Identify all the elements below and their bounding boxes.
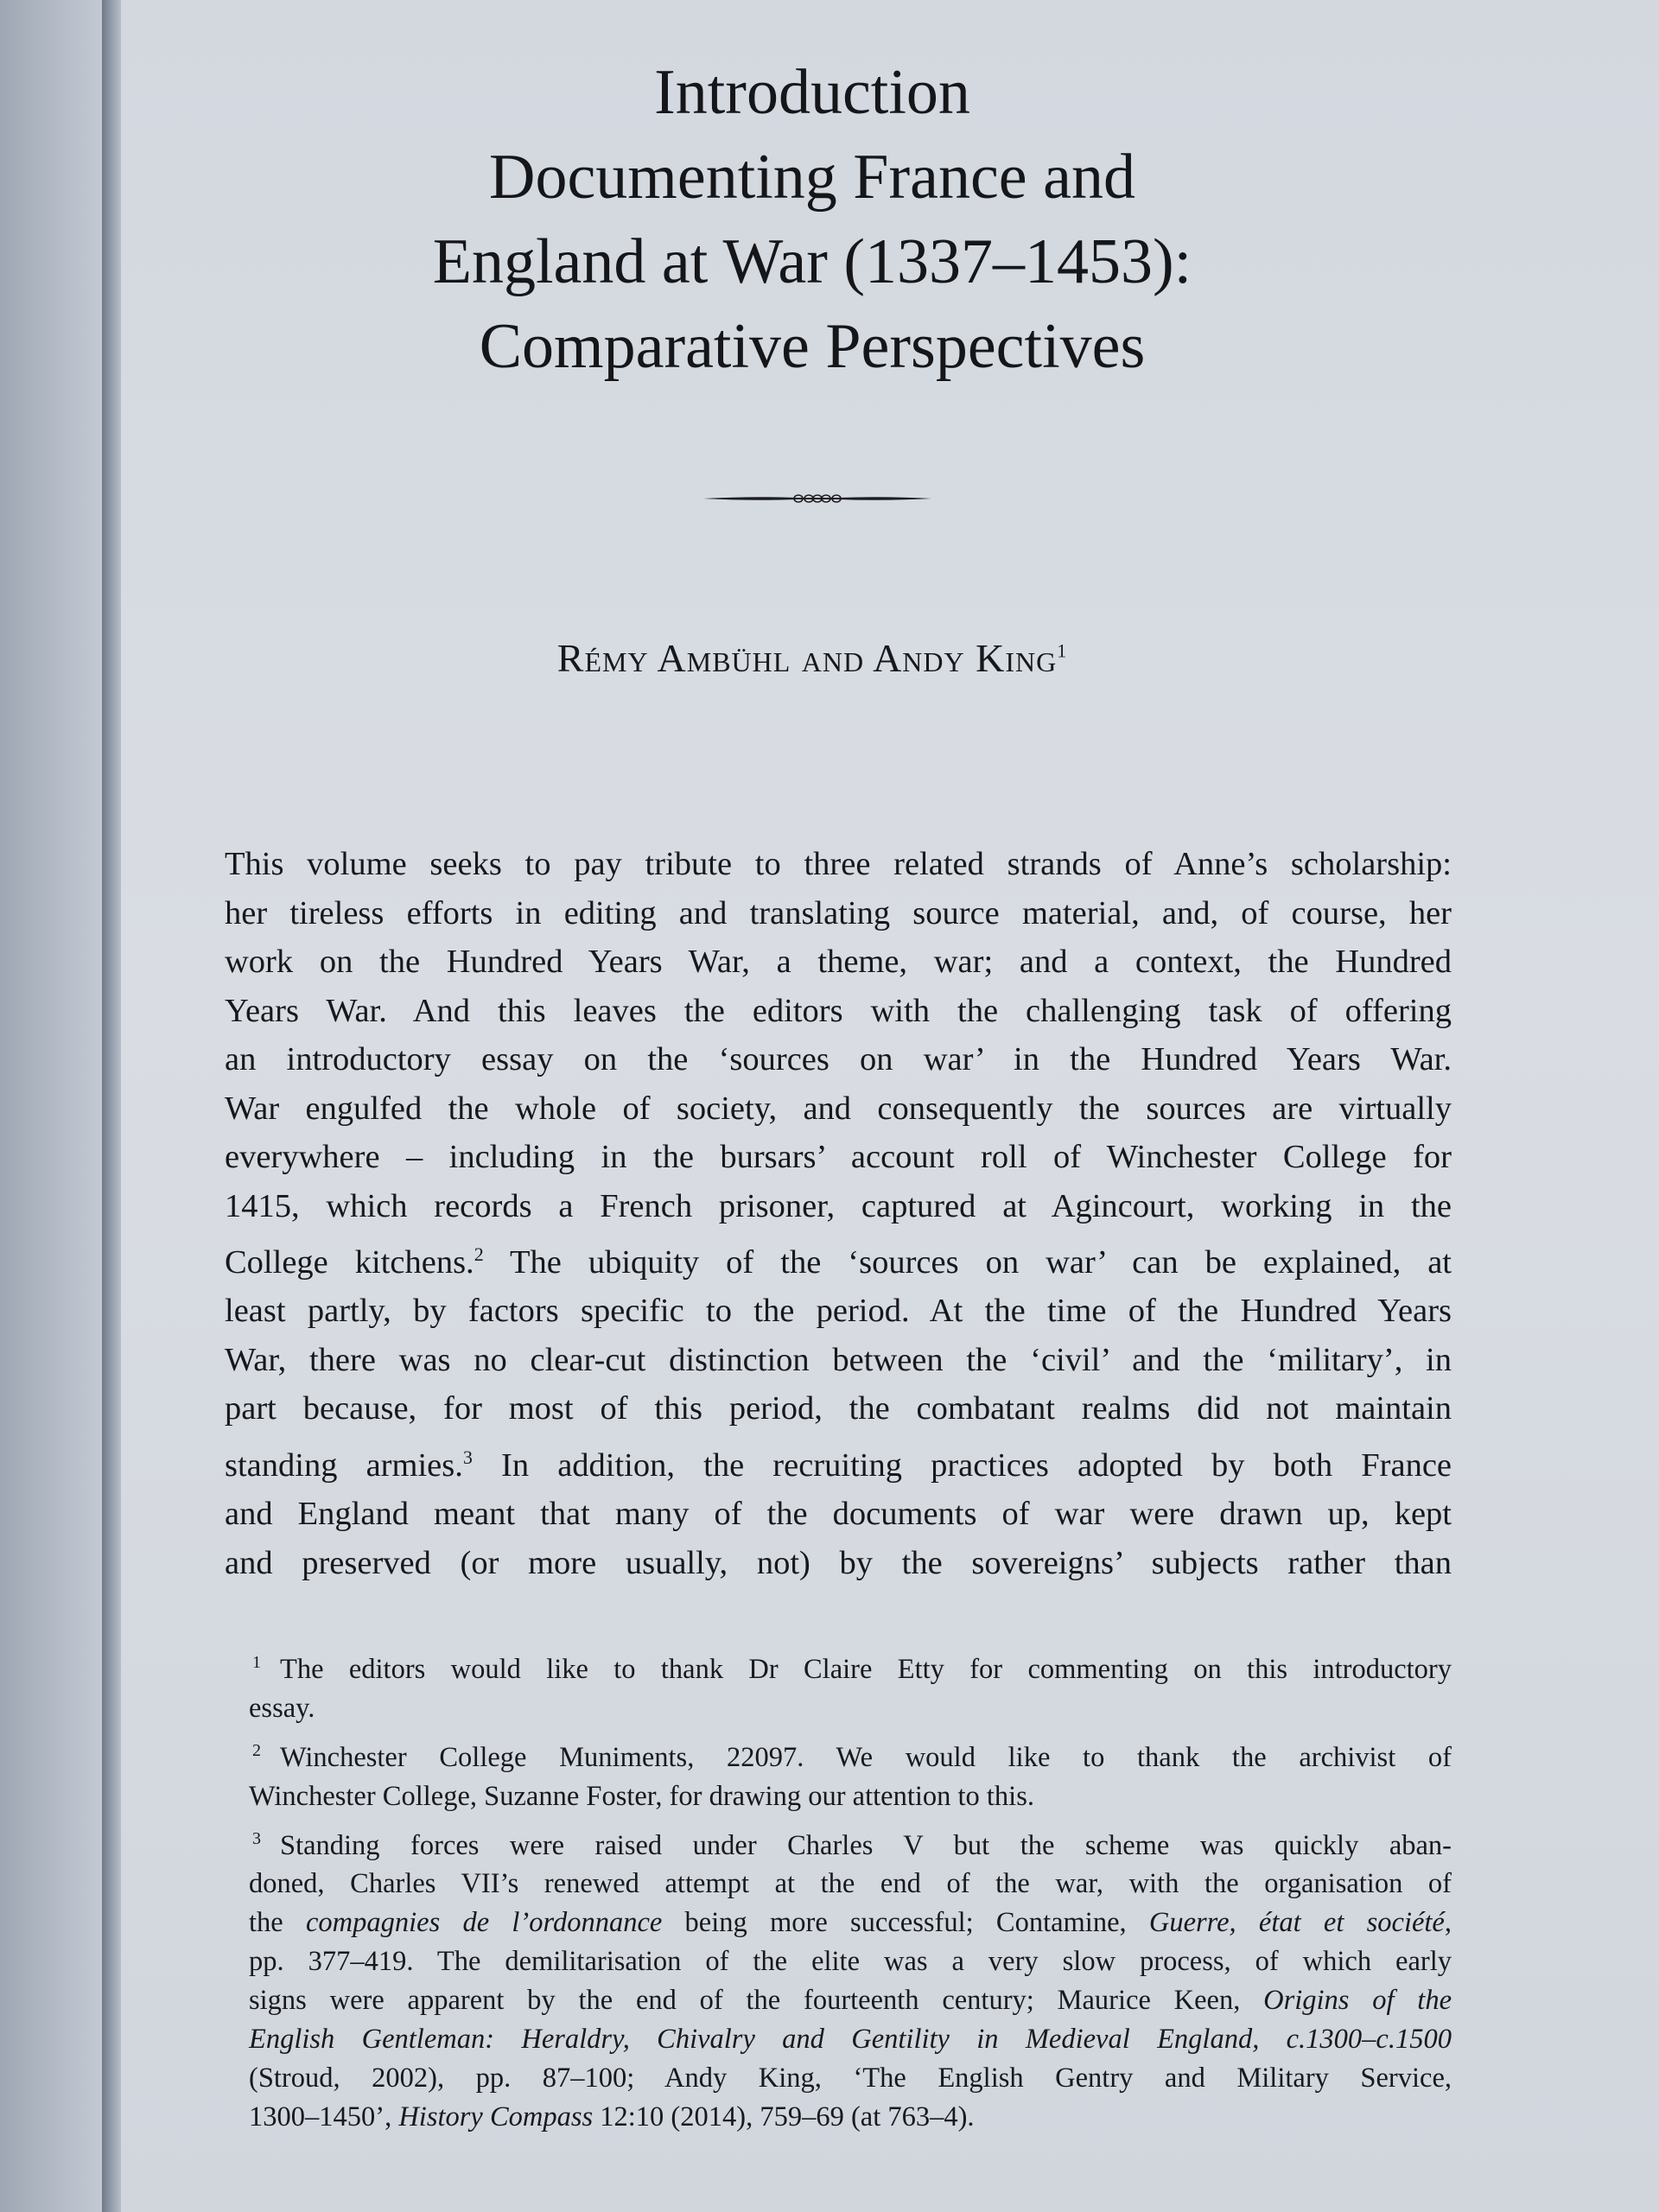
body-line: [225, 1230, 1452, 1287]
footnote-line: pp. 377–419. The demilitarisation of the elite was a very slow process, of which early: [249, 1946, 1452, 1978]
footnote-line: [249, 1820, 1452, 1866]
body-line: 1415, which records a French prisoner, captured at Agincourt, working in the: [225, 1187, 1452, 1224]
footnote-text: 12:10 (2014), 759–69 (at 763–4).: [593, 2101, 975, 2133]
footnote-line: essay.: [249, 1692, 315, 1724]
body-line: War engulfed the whole of society, and consequently the sources are virtually: [225, 1090, 1452, 1127]
footnote-number: 3: [252, 1828, 261, 1848]
body-line: [225, 1433, 1452, 1490]
footnote-text: signs were apparent by the end of the fourteenth century; Maurice Keen,: [249, 1985, 1264, 2017]
body-line: everywhere – including in the bursars’ account roll of Winchester College for: [225, 1139, 1452, 1175]
footnote-3: [249, 1820, 1452, 2138]
book-page: [121, 0, 1659, 2212]
chapter-title: [121, 50, 1503, 389]
footnote-italic-title: Origins of the: [1263, 1985, 1452, 2017]
body-text-segment: In addition, the recruiting practices adopted by both France: [472, 1446, 1452, 1484]
footnote-line: [249, 1643, 1452, 1689]
footnote-text: being more successful; Contamine,: [662, 1907, 1149, 1939]
title-ornament-rule: [702, 489, 933, 508]
footnote-text: 1300–1450’,: [249, 2101, 399, 2133]
authors-footnote-ref: 1: [1057, 639, 1068, 662]
title-line-4: Comparative Perspectives: [479, 311, 1146, 382]
authors-names: Rémy Ambühl and Andy King: [556, 636, 1058, 680]
title-line-2: Documenting France and: [489, 142, 1135, 213]
footnote-line: doned, Charles VII’s renewed attempt at the end of the war, with the organisation of: [249, 1868, 1452, 1900]
footnote-line: Winchester College, Suzanne Foster, for drawing our attention to this.: [249, 1780, 1034, 1812]
footnote-text: Standing forces were raised under Charles V but the scheme was quickly aban-: [280, 1829, 1452, 1861]
chapter-authors: [121, 635, 1503, 681]
body-line: an introductory essay on the ‘sources on war’ in the Hundred Years War.: [225, 1041, 1452, 1077]
title-line-1: Introduction: [654, 57, 970, 128]
footnote-line: [249, 1732, 1452, 1777]
body-line: War, there was no clear-cut distinction between the ‘civil’ and the ‘military’, in: [225, 1341, 1452, 1378]
footnote-text: The editors would like to thank Dr Claire Etty for commenting on this introductory: [280, 1653, 1452, 1685]
body-text-segment: standing armies.: [225, 1446, 463, 1484]
body-line: work on the Hundred Years War, a theme, war; and a context, the Hundred: [225, 944, 1452, 980]
footnote-ref-2: 2: [474, 1243, 484, 1265]
body-line: This volume seeks to pay tribute to three related strands of Anne’s scholarship:: [225, 846, 1452, 882]
footnote-italic-title: compagnies de l’ordonnance: [305, 1907, 663, 1939]
body-paragraph: [225, 840, 1452, 1587]
footnote-number: 2: [252, 1740, 261, 1760]
footnote-italic-title: Guerre, état et société: [1148, 1907, 1445, 1939]
footnote-number: 1: [252, 1653, 261, 1672]
footnote-ref-3: 3: [462, 1446, 473, 1468]
title-line-3: England at War (1337–1453):: [432, 226, 1192, 297]
footnote-text: Winchester College Muniments, 22097. We would like to thank the archivist of: [280, 1741, 1452, 1773]
body-line: and England meant that many of the documents of war were drawn up, kept: [225, 1496, 1452, 1533]
body-line: her tireless efforts in editing and translating source material, and, of course, her: [225, 894, 1452, 931]
footnote-2: [249, 1732, 1452, 1816]
footnote-line: [249, 1981, 1452, 2020]
footnote-italic-title: History Compass: [398, 2101, 594, 2133]
body-line: Years War. And this leaves the editors with the challenging task of offering: [225, 992, 1452, 1029]
footnote-line: [249, 2098, 1452, 2137]
footnotes: [249, 1643, 1452, 2140]
footnote-line: [249, 1904, 1452, 1942]
footnote-text: ,: [1444, 1907, 1452, 1939]
footnote-text: the: [249, 1907, 306, 1939]
facing-page-edge: [0, 0, 114, 2212]
body-text-segment: College kitchens.: [225, 1243, 474, 1281]
footnote-line: [249, 2020, 1452, 2059]
footnote-line: (Stroud, 2002), pp. 87–100; Andy King, ‘The English Gentry and Military Service,: [249, 2063, 1452, 2094]
body-line: and preserved (or more usually, not) by the sovereigns’ subjects rather than: [225, 1544, 1452, 1581]
body-line: least partly, by factors specific to the period. At the time of the Hundred Years: [225, 1293, 1452, 1330]
footnote-italic-title: English Gentleman: Heraldry, Chivalry and Gentility in Medieval England, c.1300–c.1500: [249, 2024, 1452, 2056]
body-line: part because, for most of this period, the combatant realms did not maintain: [225, 1390, 1452, 1427]
body-text-segment: The ubiquity of the ‘sources on war’ can be explained, at: [483, 1243, 1452, 1281]
footnote-1: [249, 1643, 1452, 1728]
